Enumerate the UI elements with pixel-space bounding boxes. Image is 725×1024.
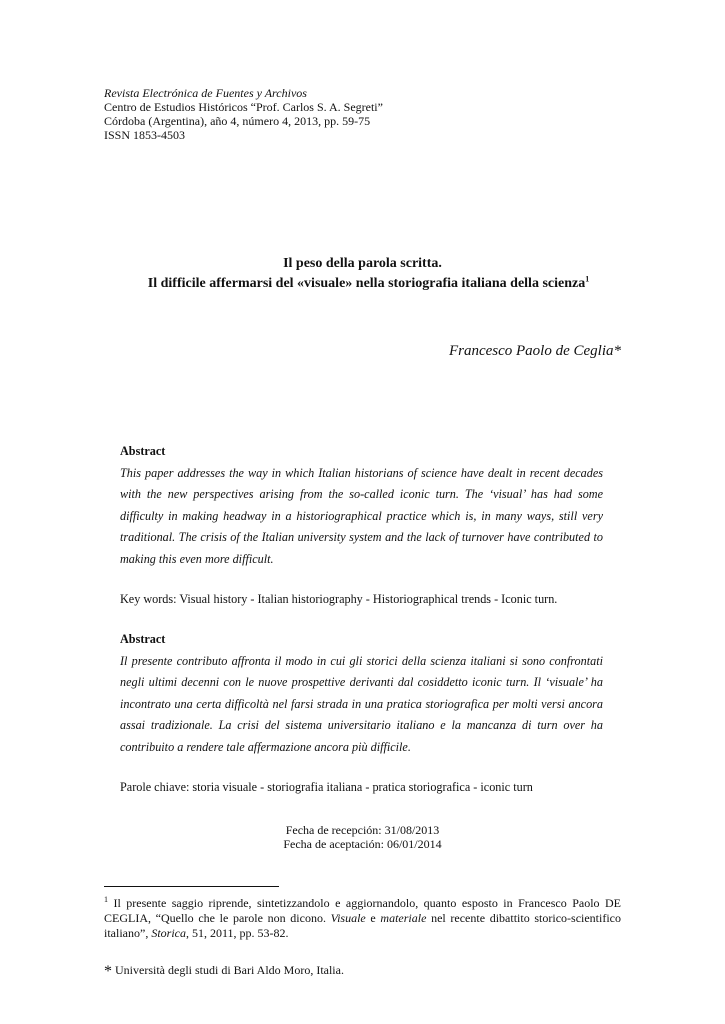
footnote-italic-1: Visuale — [330, 911, 366, 925]
abstract-italian-heading: Abstract — [120, 632, 166, 646]
abstract-english-heading: Abstract — [120, 444, 166, 458]
footnote-italic-2: materiale — [380, 911, 427, 925]
footnote-text-a: Il presente saggio riprende, sintetizzandolo e aggiornandolo, quanto esposto in Francesco Paolo DE CEGLIA, “Quello che le parole non dicono. — [104, 896, 622, 925]
journal-issn: ISSN 1853-4503 — [104, 128, 186, 142]
journal-name: Revista Electrónica de Fuentes y Archivos — [104, 86, 307, 100]
author-name: Francesco Paolo de Ceglia* — [448, 343, 621, 359]
footnote-mark: 1 — [104, 895, 108, 904]
title-line-1: Il peso della parola scritta. — [283, 256, 442, 271]
footnote-text-d: , 51, 2011, pp. 53-82. — [186, 926, 289, 940]
journal-header — [104, 86, 383, 142]
author-affiliation — [104, 963, 344, 981]
keywords-english: Key words: Visual history - Italian historiography - Historiographical trends - Iconic turn. — [120, 592, 558, 606]
paper-title — [0, 254, 725, 294]
footnote-1 — [104, 896, 621, 941]
footnote-italic-3: Storica — [151, 926, 186, 940]
journal-issue: Córdoba (Argentina), año 4, número 4, 2013, pp. 59-75 — [104, 114, 371, 128]
keywords-italian: Parole chiave: storia visuale - storiografia italiana - pratica storiografica - iconic turn — [120, 780, 533, 794]
date-accepted: Fecha de aceptación: 06/01/2014 — [283, 837, 442, 851]
journal-center: Centro de Estudios Históricos “Prof. Carlos S. A. Segreti” — [104, 100, 383, 114]
title-line-2-text: Il difficile affermarsi del «visuale» nella storiografia italiana della scienza — [147, 276, 586, 291]
abstract-italian-text: Il presente contributo affronta il modo in cui gli storici della scienza italiani si sono confrontati negli ultimi decenni con le nuove prospettive derivanti dal cosiddetto iconic turn. Il ‘visuale’ ha incontrato una certa difficoltà nel farsi strada in una pratica storiografica per molti versi ancora assai tradizionale. La crisi del sistema universitario italiano e la mancanza di turn over ha contribuito a rendere tale affermazione ancora più difficile. — [120, 654, 603, 754]
date-received: Fecha de recepción: 31/08/2013 — [285, 823, 440, 837]
title-line-2 — [0, 274, 725, 294]
abstract-english — [120, 444, 603, 570]
dates-block — [0, 823, 725, 851]
abstract-italian — [120, 632, 603, 758]
affiliation-text: Università degli studi di Bari Aldo Moro, Italia. — [112, 963, 344, 977]
footnote-text-c: nel recente dibattito storico-scientifico italiano”, — [104, 911, 622, 940]
affiliation-mark: * — [104, 963, 112, 980]
title-footnote-mark: 1 — [585, 274, 590, 284]
footnote-divider — [104, 886, 279, 887]
footnote-text-b: e — [365, 911, 381, 925]
abstract-english-text: This paper addresses the way in which Italian historians of science have dealt in recent decades with the new perspectives arising from the so-called iconic turn. The ‘visual’ has had some difficulty in making headway in a historiographical practice which is, in many ways, still very traditional. The crisis of the Italian university system and the lack of turnover have contributed to making this even more difficult. — [120, 466, 603, 566]
